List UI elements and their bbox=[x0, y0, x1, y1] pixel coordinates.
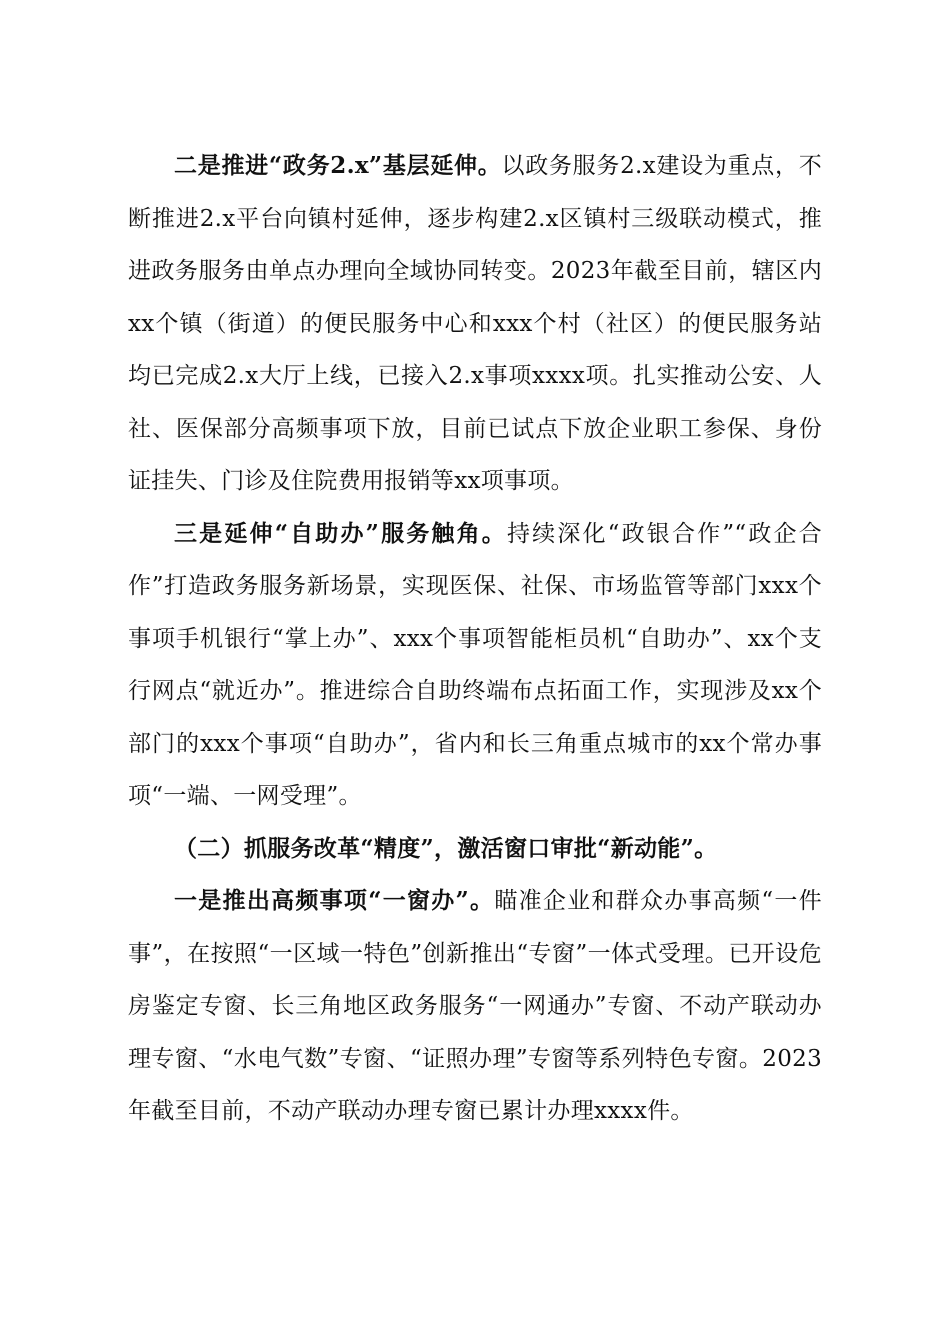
paragraph-text: 持续深化“政银合作”“政企合作”打造政务服务新场景，实现医保、社保、市场监管等部门xxx个事项手机银行“掌上办”、xxx个事项智能柜员机“自助办”、xx个支行网点“就近办”。推进综合自助终端布点拓面工作，实现涉及xx个部门的xxx个事项“自助办”，省内和长三角重点城市的xx个常办事项“一端、一网受理”。 bbox=[128, 520, 822, 809]
paragraph-one-window bbox=[128, 875, 822, 1138]
paragraph-text: 以政务服务2.x建设为重点，不断推进2.x平台向镇村延伸，逐步构建2.x区镇村三级联动模式，推进政务服务由单点办理向全域协同转变。2023年截至目前，辖区内xx个镇（街道）的便民服务中心和xxx个村（社区）的便民服务站均已完成2.x大厅上线，已接入2.x事项xxxx项。扎实推动公安、人社、医保部分高频事项下放，目前已试点下放企业职工参保、身份证挂失、门诊及住院费用报销等xx项事项。 bbox=[128, 153, 823, 494]
paragraph-lead: 三是延伸“自助办”服务触角。 bbox=[174, 519, 507, 547]
paragraph-lead: 二是推进“政务2.x”基层延伸。 bbox=[174, 152, 502, 179]
paragraph-self-service bbox=[128, 508, 822, 823]
paragraph-grassroots-extension bbox=[128, 140, 822, 508]
paragraph-lead: 一是推出高频事项“一窗办”。 bbox=[174, 887, 495, 914]
document-body bbox=[128, 140, 822, 1138]
section-heading: （二）抓服务改革“精度”，激活窗口审批“新动能”。 bbox=[174, 834, 718, 862]
paragraph-text: 瞄准企业和群众办事高频“一件事”，在按照“一区域一特色”创新推出“专窗”一体式受理。已开设危房鉴定专窗、长三角地区政务服务“一网通办”专窗、不动产联动办理专窗、“水电气数”专窗、“证照办理”专窗等系列特色专窗。2023年截至目前，不动产联动办理专窗已累计办理xxxx件。 bbox=[128, 888, 822, 1124]
